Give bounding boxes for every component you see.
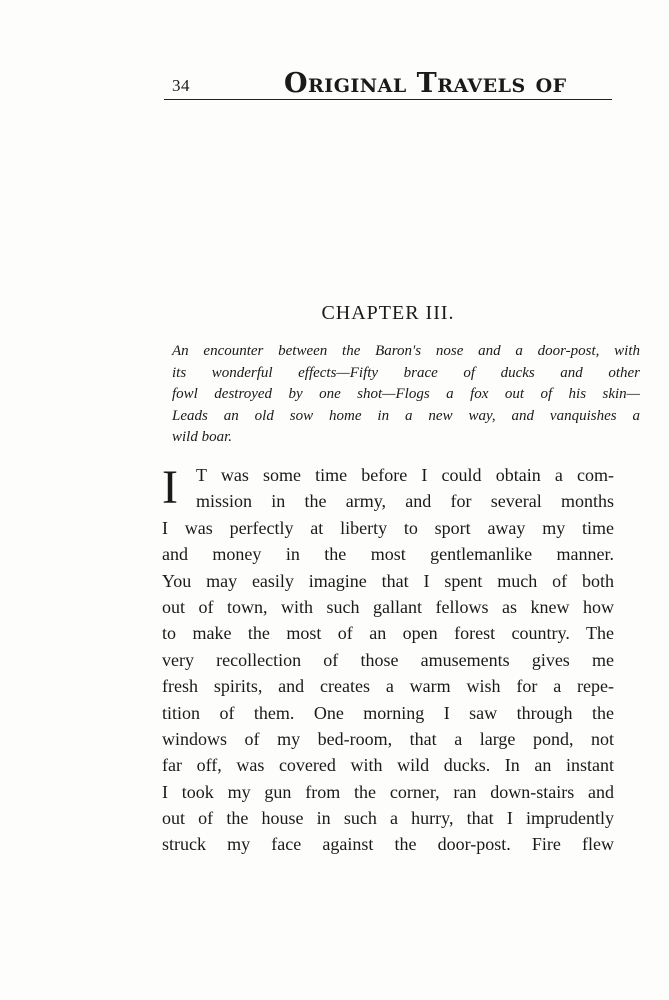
drop-cap: I <box>162 461 178 514</box>
summary-line: wild boar. <box>172 429 233 446</box>
body-text <box>162 462 614 858</box>
running-head <box>164 66 612 100</box>
body-line: out of the house in such a hurry, that I imprudently <box>162 808 614 829</box>
body-line: I took my gun from the corner, ran down-stairs and <box>162 781 614 802</box>
body-line: out of town, with such gallant fellows as knew how <box>162 596 614 617</box>
body-line: T was some time before I could obtain a com- <box>196 465 614 485</box>
running-title: Original Travels of <box>284 68 567 99</box>
body-line: fresh spirits, and creates a warm wish for a repe- <box>162 676 614 697</box>
summary-line: its wonderful effects—Fifty brace of ducks and other <box>172 364 640 381</box>
body-line: to make the most of an open forest country. The <box>162 623 614 644</box>
body-line: You may easily imagine that I spent much of both <box>162 570 614 591</box>
summary-line: An encounter between the Baron's nose and a door-post, with <box>172 343 640 359</box>
summary-line: Leads an old sow home in a new way, and vanquishes a <box>172 407 640 424</box>
body-line: tition of them. One morning I saw through the <box>162 702 614 723</box>
body-line: windows of my bed-room, that a large pond, not <box>162 728 614 749</box>
summary-line: fowl destroyed by one shot—Flogs a fox out of his skin— <box>172 386 640 403</box>
body-line: and money in the most gentlemanlike manner. <box>162 544 614 565</box>
header-rule <box>164 99 612 100</box>
chapter-summary <box>172 341 640 449</box>
page-number: 34 <box>172 76 190 95</box>
chapter-title: CHAPTER III. <box>321 302 455 324</box>
body-line: I was perfectly at liberty to sport away my time <box>162 517 614 538</box>
body-line: mission in the army, and for several months <box>196 491 614 512</box>
body-line: very recollection of those amusements gives me <box>162 649 614 670</box>
body-line: struck my face against the door-post. Fire flew <box>162 834 614 855</box>
body-line: far off, was covered with wild ducks. In an instant <box>162 755 614 776</box>
